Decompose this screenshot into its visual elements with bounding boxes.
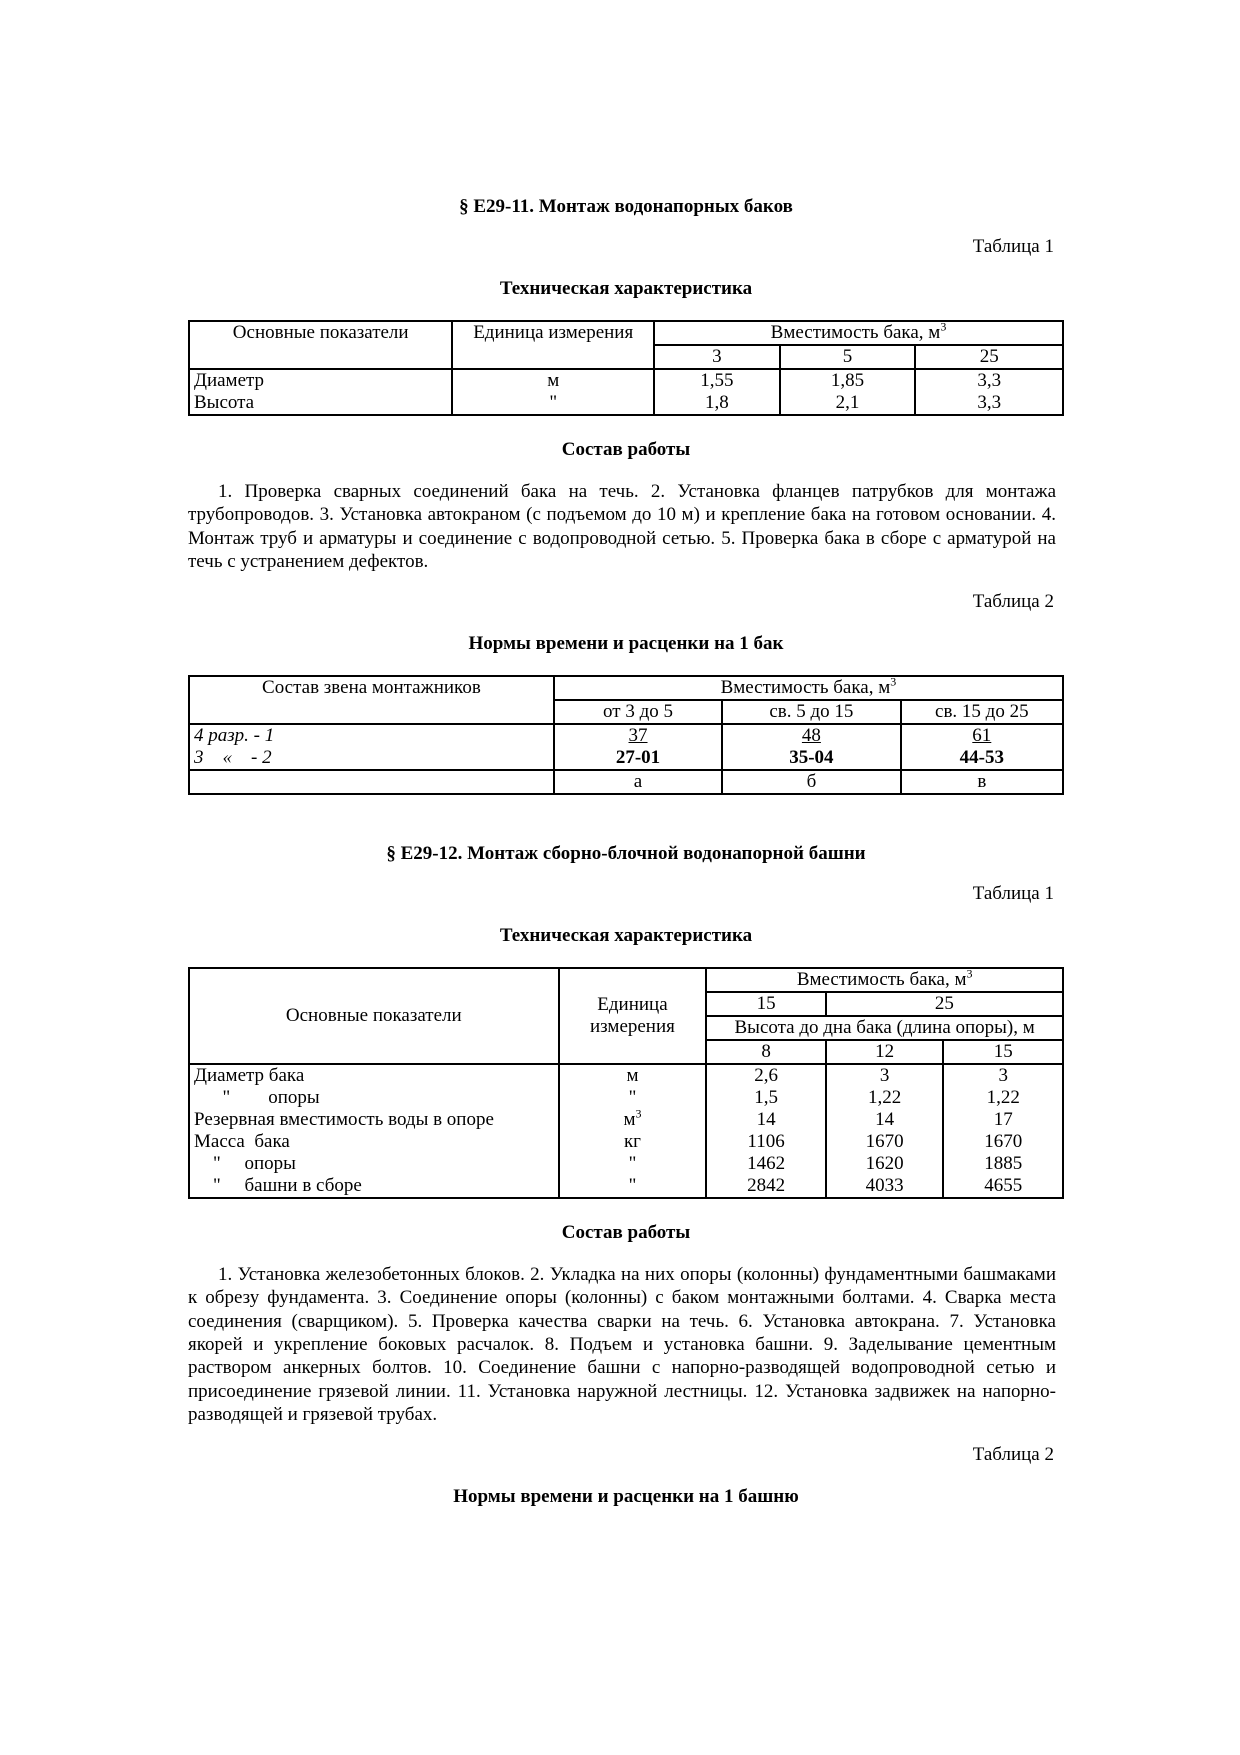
- column-letter: б: [722, 770, 900, 794]
- header-capacity: Вместимость бака, $м^3$: [554, 676, 1063, 700]
- price: 35-04: [722, 747, 900, 770]
- crew-line: 4 разр. - 1: [189, 724, 554, 747]
- row-unit: $м^3$: [559, 1109, 707, 1131]
- table-row: [189, 1175, 1063, 1198]
- work-title: Состав работы: [561, 439, 691, 460]
- header-height-value: 12: [826, 1040, 944, 1064]
- price: 44-53: [901, 747, 1063, 770]
- cell-value: 14: [826, 1109, 944, 1131]
- cell-value: 4033: [826, 1175, 944, 1198]
- table-label: Таблица 1: [972, 236, 1054, 257]
- header-unit: Единица измерения: [559, 968, 707, 1064]
- table-row: [189, 724, 1063, 747]
- header-main-indicators: Основные показатели: [189, 321, 452, 369]
- cell-value: 1,22: [826, 1087, 944, 1109]
- header-range: св. 5 до 15: [722, 700, 900, 724]
- cell-value: 3,3: [915, 392, 1063, 415]
- section-title: § Е29-11. Монтаж водонапорных баков: [459, 196, 793, 217]
- row-unit: м: [452, 369, 654, 392]
- cell-value: 2,1: [780, 392, 916, 415]
- table-title: Техническая характеристика: [499, 278, 753, 299]
- table-title: Техническая характеристика: [499, 925, 753, 947]
- header-capacity-value: 25: [915, 345, 1063, 369]
- time-norm: 37: [554, 724, 722, 747]
- empty-cell: [189, 770, 554, 794]
- time-norm: 48: [722, 724, 900, 747]
- header-capacity: Вместимость бака, $м^3$: [654, 321, 1063, 345]
- cell-value: 1670: [943, 1131, 1063, 1153]
- norms-table: [188, 675, 1064, 795]
- row-label: Высота: [189, 392, 452, 415]
- row-unit: ": [452, 392, 654, 415]
- row-unit: ": [559, 1175, 707, 1198]
- row-label: " опоры: [189, 1153, 559, 1175]
- column-letter: а: [554, 770, 722, 794]
- work-description: 1. Установка железобетонных блоков. 2. Укладка на них опоры (колонны) фундаментными башмаками к обрезу фундамента. 3. Соединение опоры (колонны) с баком монтажными болтами. 4. Сварка места соединения (сварщиком). 5. Проверка качества сварки на течь. 6. Установка автокрана. 7. Установка якорей и укрепление боковых расчалок. 8. Подъем и установка башни. 9. Заделывание цементным раствором анкерных болтов. 10. Соединение башни с напорно-разводящей водопроводной сетью и присоединение грязевой линии. 11. Установка наружной лестницы. 12. Установка задвижек на напорно-разводящей и грязевой трубах.: [188, 1264, 1056, 1425]
- header-height-value: 15: [943, 1040, 1063, 1064]
- table-title: Нормы времени и расценки на 1 бак: [468, 633, 784, 655]
- cell-value: 1106: [706, 1131, 826, 1153]
- tech-spec-table: [188, 967, 1064, 1199]
- price: 27-01: [554, 747, 722, 770]
- row-label: Диаметр: [189, 369, 452, 392]
- tech-spec-table: [188, 320, 1064, 416]
- cell-value: 1,22: [943, 1087, 1063, 1109]
- work-title: Состав работы: [561, 1222, 691, 1244]
- table-row: [189, 1131, 1063, 1153]
- cell-value: 2,6: [706, 1064, 826, 1087]
- row-label: " опоры: [189, 1087, 559, 1109]
- table-row: [189, 392, 1063, 415]
- cell-value: 2842: [706, 1175, 826, 1198]
- document-page: [188, 196, 1064, 1508]
- row-label: Резервная вместимость воды в опоре: [189, 1109, 559, 1131]
- row-label: Масса бака: [189, 1131, 559, 1153]
- table-row: [189, 1153, 1063, 1175]
- table-label: Таблица 1: [972, 883, 1054, 905]
- table-label: Таблица 2: [972, 591, 1054, 613]
- table-title: Нормы времени и расценки на 1 башню: [453, 1486, 799, 1508]
- row-unit: ": [559, 1153, 707, 1175]
- cell-value: 1885: [943, 1153, 1063, 1175]
- header-main-indicators: Основные показатели: [189, 968, 559, 1064]
- row-unit: кг: [559, 1131, 707, 1153]
- crew-line: 3 « - 2: [189, 747, 554, 770]
- header-capacity-value: 25: [826, 992, 1063, 1016]
- header-range: от 3 до 5: [554, 700, 722, 724]
- section-title: § Е29-12. Монтаж сборно-блочной водонапорной башни: [386, 843, 866, 865]
- column-letter: в: [901, 770, 1063, 794]
- row-unit: м: [559, 1064, 707, 1087]
- work-description: 1. Проверка сварных соединений бака на течь. 2. Установка фланцев патрубков для монтажа трубопроводов. 3. Установка автокраном (с подъемом до 10 м) и крепление бака на готовом основании. 4. Монтаж труб и арматуры и соединение с водопроводной сетью. 5. Проверка бака в сборе с арматурой на течь с устранением дефектов.: [188, 481, 1056, 572]
- table-row: [189, 747, 1063, 770]
- header-capacity-value: 3: [654, 345, 780, 369]
- cell-value: 1462: [706, 1153, 826, 1175]
- row-unit: ": [559, 1087, 707, 1109]
- cell-value: 1620: [826, 1153, 944, 1175]
- table-row: [189, 1064, 1063, 1087]
- header-range: св. 15 до 25: [901, 700, 1063, 724]
- header-unit: Единица измерения: [452, 321, 654, 369]
- cell-value: 17: [943, 1109, 1063, 1131]
- table-row: [189, 770, 1063, 794]
- cell-value: 4655: [943, 1175, 1063, 1198]
- cell-value: 1,5: [706, 1087, 826, 1109]
- cell-value: 1,8: [654, 392, 780, 415]
- table-row: [189, 1109, 1063, 1131]
- row-label: " башни в сборе: [189, 1175, 559, 1198]
- header-crew: Состав звена монтажников: [189, 676, 554, 724]
- header-height: Высота до дна бака (длина опоры), м: [706, 1016, 1063, 1040]
- header-capacity-value: 15: [706, 992, 826, 1016]
- time-norm: 61: [901, 724, 1063, 747]
- cell-value: 3: [943, 1064, 1063, 1087]
- table-row: [189, 1087, 1063, 1109]
- row-label: Диаметр бака: [189, 1064, 559, 1087]
- table-row: [189, 369, 1063, 392]
- header-height-value: 8: [706, 1040, 826, 1064]
- cell-value: 1670: [826, 1131, 944, 1153]
- cell-value: 14: [706, 1109, 826, 1131]
- table-label: Таблица 2: [972, 1444, 1054, 1466]
- cell-value: 3,3: [915, 369, 1063, 392]
- header-capacity: Вместимость бака, $м^3$: [706, 968, 1063, 992]
- cell-value: 3: [826, 1064, 944, 1087]
- header-capacity-value: 5: [780, 345, 916, 369]
- cell-value: 1,55: [654, 369, 780, 392]
- cell-value: 1,85: [780, 369, 916, 392]
